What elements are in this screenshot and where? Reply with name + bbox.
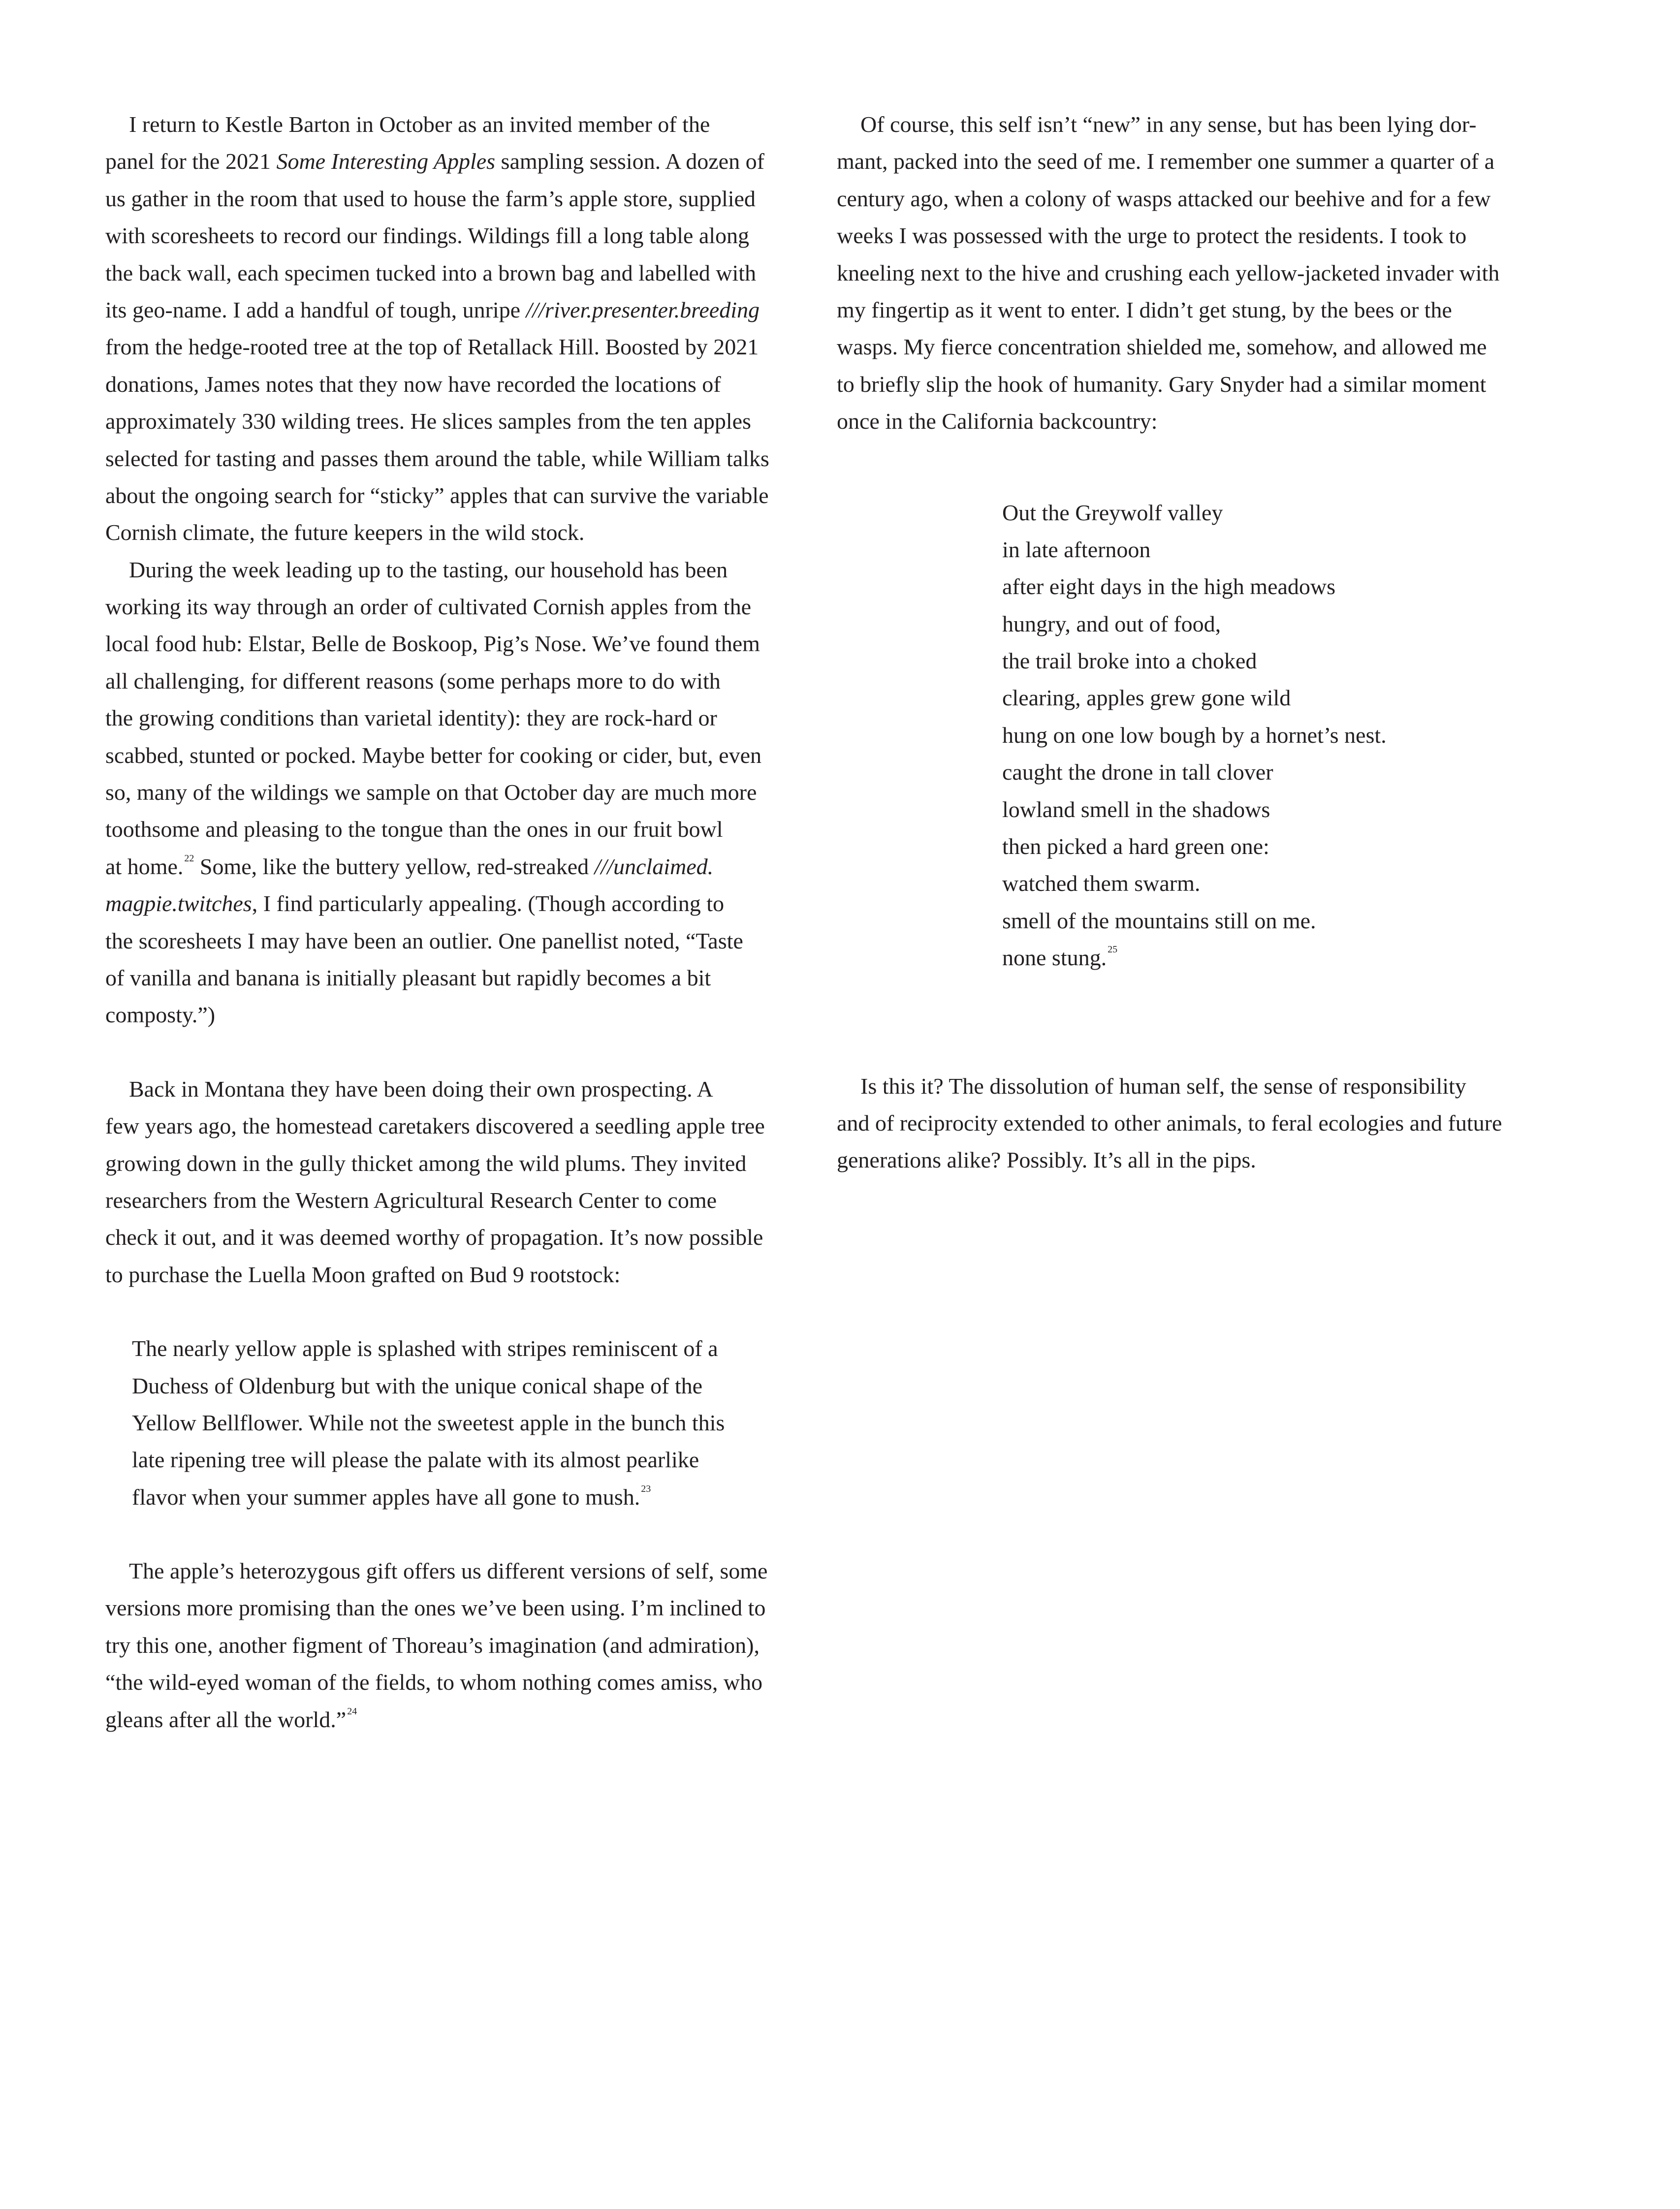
text-line [105,217,809,254]
line-text: with scoresheets to record our findings. Wildings fill a long table along [105,223,750,249]
line-text: at home. [105,853,184,879]
text-line [105,1107,809,1144]
italic-text: magpie.twitches [105,891,252,916]
text-line [105,996,809,1033]
text-line [105,922,809,959]
line-text: few years ago, the homestead caretakers discovered a seedling apple tree [105,1113,765,1139]
line-text: Out the Greywolf valley [1002,500,1223,525]
line-text: Back in Montana they have been doing their own prospecting. A [129,1076,713,1102]
text-line [1002,679,1541,716]
line-text: hungry, and out of food, [1002,611,1221,636]
line-text: , I find particularly appealing. (Though according to [252,891,724,916]
line-text: kneeling next to the hive and crushing each yellow-jacketed invader with [837,260,1500,285]
text-line [837,180,1541,217]
line-text: generations alike? Possibly. It’s all in the pips. [837,1147,1256,1173]
line-text: panel for the 2021 [105,149,277,174]
line-text: the scoresheets I may have been an outlier. One panellist noted, “Taste [105,928,743,953]
text-line [132,1367,809,1404]
line-text: in late afternoon [1002,536,1151,562]
text-line [1002,494,1541,531]
line-text: gleans after all the world.” [105,1706,347,1732]
paragraph-cultivated-apples [105,551,809,1034]
text-line [105,1589,809,1626]
text-line [105,1145,809,1182]
line-text: sampling session. A dozen of [495,149,764,174]
line-text: hung on one low bough by a hornet’s nest. [1002,722,1387,748]
text-line [132,1479,809,1515]
text-line [1002,531,1541,568]
text-line [1002,828,1541,865]
text-line [1002,754,1541,790]
text-line [1002,717,1541,754]
text-line [105,328,809,365]
line-text: about the ongoing search for “sticky” apples that can survive the variable [105,482,769,508]
text-line [105,143,809,180]
text-line [105,514,809,551]
line-text: so, many of the wildings we sample on that October day are much more [105,780,757,805]
line-text: The nearly yellow apple is splashed with stripes reminiscent of a [132,1336,718,1361]
text-line [105,403,809,440]
line-text: caught the drone in tall clover [1002,759,1273,785]
line-text: weeks I was possessed with the urge to protect the residents. I took to [837,223,1467,249]
line-text: century ago, when a colony of wasps attacked our beehive and for a few [837,186,1491,211]
line-text: smell of the mountains still on me. [1002,908,1316,933]
line-text: from the hedge-rooted tree at the top of Retallack Hill. Boosted by 2021 [105,334,759,360]
poem-snyder [837,494,1541,977]
paragraph-dormant-self [837,106,1541,440]
text-line [837,217,1541,254]
line-text: composty.”) [105,1002,216,1028]
line-text: us gather in the room that used to house the farm’s apple store, supplied [105,186,756,211]
text-line [837,366,1541,403]
text-line [1002,865,1541,902]
line-text: my fingertip as it went to enter. I didn’t get stung, by the bees or the [837,297,1452,322]
line-text: The apple’s heterozygous gift offers us different versions of self, some [129,1558,768,1584]
text-line [105,588,809,625]
italic-text: Some Interesting Apples [276,149,496,174]
text-line [105,180,809,217]
text-line [1002,642,1541,679]
line-text: Is this it? The dissolution of human self, the sense of responsibility [860,1073,1466,1099]
line-text: During the week leading up to the tasting, our household has been [129,557,728,582]
line-text: watched them swarm. [1002,871,1201,896]
text-line [105,774,809,811]
footnote-marker: 22 [184,852,194,864]
text-line [1002,902,1541,939]
text-line [837,1104,1541,1141]
paragraph-gap [837,1031,1541,1068]
line-text: donations, James notes that they now have recorded the locations of [105,371,721,397]
paragraph-gap [105,1034,809,1071]
text-line [837,254,1541,291]
text-line [1002,791,1541,828]
line-text: after eight days in the high meadows [1002,574,1336,600]
line-text: “the wild-eyed woman of the fields, to whom nothing comes amiss, who [105,1670,763,1695]
paragraph-gap [105,1293,809,1330]
left-column [105,106,809,1738]
paragraph-gap [105,1515,809,1552]
text-line [105,1071,809,1107]
line-text: working its way through an order of cultivated Cornish apples from the [105,594,751,620]
paragraph-gap [837,977,1541,1031]
line-text: to briefly slip the hook of humanity. Gary Snyder had a similar moment [837,371,1487,397]
line-text: researchers from the Western Agricultural Research Center to come [105,1187,717,1213]
text-line [105,625,809,662]
paragraph-gap [837,440,1541,494]
footnote-marker: 23 [641,1483,651,1494]
text-line [105,1219,809,1256]
paragraph-montana [105,1071,809,1293]
line-text: lowland smell in the shadows [1002,796,1270,822]
text-line [837,1068,1541,1104]
text-line [105,291,809,328]
text-line [132,1330,809,1367]
text-line [105,811,809,848]
text-line [105,477,809,514]
text-line [1002,939,1541,976]
paragraph-is-this-it [837,1068,1541,1179]
line-text: its geo-name. I add a handful of tough, unripe [105,297,526,322]
text-line [105,254,809,291]
line-text: Cornish climate, the future keepers in the wild stock. [105,520,585,545]
text-line [105,106,809,143]
text-line [105,663,809,699]
text-line [837,106,1541,143]
line-text: check it out, and it was deemed worthy of propagation. It’s now possible [105,1225,763,1250]
text-line [837,403,1541,440]
line-text: Of course, this self isn’t “new” in any sense, but has been lying dor- [860,112,1477,137]
line-text: Duchess of Oldenburg but with the unique conical shape of the [132,1373,703,1398]
line-text: toothsome and pleasing to the tongue than the ones in our fruit bowl [105,817,723,842]
text-line [105,1701,809,1738]
line-text: growing down in the gully thicket among the wild plums. They invited [105,1150,747,1176]
text-line [105,848,809,885]
line-text: of vanilla and banana is initially pleasant but rapidly becomes a bit [105,965,711,990]
text-line [105,885,809,922]
line-text: local food hub: Elstar, Belle de Boskoop, Pig’s Nose. We’ve found them [105,631,760,657]
footnote-marker: 25 [1108,944,1118,955]
text-line [837,328,1541,365]
line-text: Yellow Bellflower. While not the sweetest apple in the bunch this [132,1410,725,1435]
text-line [105,1182,809,1219]
text-line [105,959,809,996]
line-text: mant, packed into the seed of me. I remember one summer a quarter of a [837,149,1495,174]
line-text: selected for tasting and passes them around the table, while William talks [105,445,769,471]
text-line [105,1664,809,1701]
line-text: late ripening tree will please the palate with its almost pearlike [132,1447,699,1473]
line-text: the growing conditions than varietal identity): they are rock-hard or [105,705,717,731]
text-line [105,1552,809,1589]
text-line [105,1627,809,1664]
line-text: Some, like the buttery yellow, red-streaked [194,853,595,879]
line-text: approximately 330 wilding trees. He slices samples from the ten apples [105,409,751,434]
line-text: once in the California backcountry: [837,409,1158,434]
text-line [1002,568,1541,605]
line-text: clearing, apples grew gone wild [1002,685,1291,711]
line-text: to purchase the Luella Moon grafted on Bud 9 rootstock: [105,1262,621,1287]
text-line [837,291,1541,328]
line-text: the trail broke into a choked [1002,648,1257,674]
italic-text: ///unclaimed. [594,853,714,879]
line-text: and of reciprocity extended to other animals, to feral ecologies and future [837,1110,1502,1136]
line-text: flavor when your summer apples have all gone to mush. [132,1484,640,1510]
line-text: try this one, another figment of Thoreau’s imagination (and admiration), [105,1632,760,1658]
text-line [132,1404,809,1441]
blockquote-luella-moon [105,1330,809,1515]
paragraph-kestle-barton [105,106,809,551]
text-line [105,366,809,403]
line-text: all challenging, for different reasons (some perhaps more to do with [105,668,721,694]
text-line [105,440,809,477]
text-line [105,699,809,736]
text-line [105,551,809,588]
line-text: wasps. My fierce concentration shielded me, somehow, and allowed me [837,334,1487,360]
right-column [837,106,1541,1179]
text-line [1002,605,1541,642]
text-line [105,737,809,774]
line-text: scabbed, stunted or pocked. Maybe better for cooking or cider, but, even [105,742,761,768]
text-line [837,1141,1541,1178]
line-text: versions more promising than the ones we’ve been using. I’m inclined to [105,1595,766,1621]
text-line [132,1441,809,1478]
line-text: the back wall, each specimen tucked into a brown bag and labelled with [105,260,757,285]
line-text: then picked a hard green one: [1002,834,1269,859]
text-line [837,143,1541,180]
line-text: I return to Kestle Barton in October as an invited member of the [129,112,710,137]
footnote-marker: 24 [347,1705,357,1717]
text-line [105,1256,809,1293]
paragraph-heterozygous-gift [105,1552,809,1738]
line-text: none stung. [1002,945,1107,971]
italic-text: ///river.presenter.breeding [526,297,760,322]
